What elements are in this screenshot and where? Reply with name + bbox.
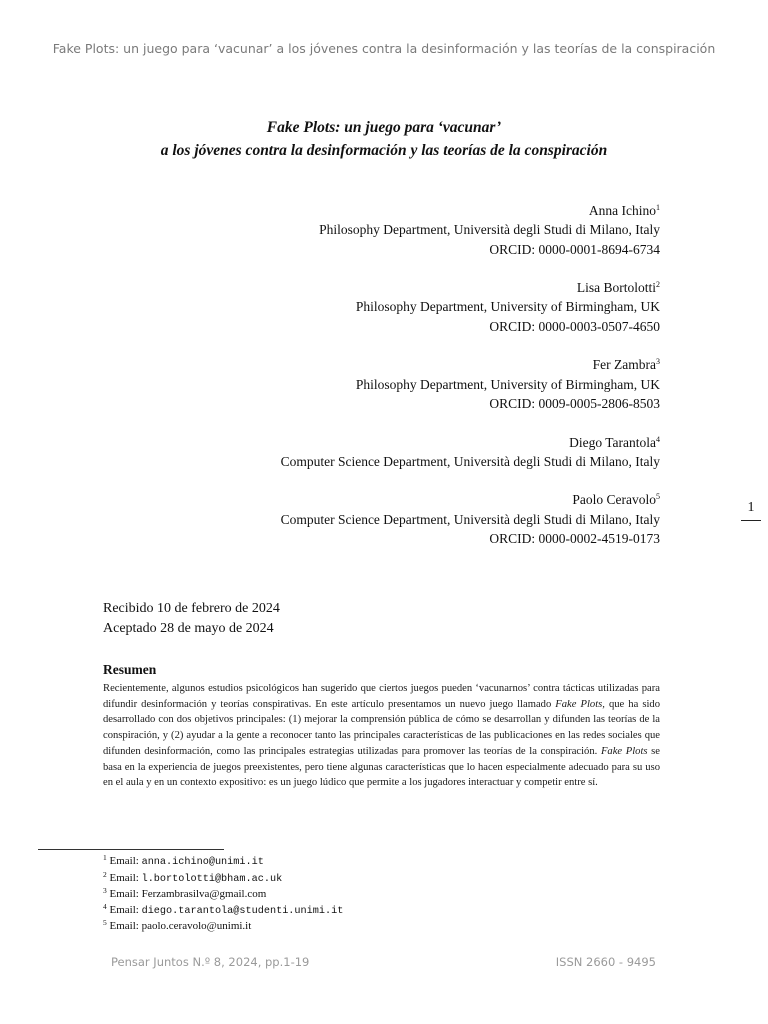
author-name-line <box>100 201 660 220</box>
game-title-italic: Fake Plots <box>600 745 648 757</box>
footnote-number: 5 <box>103 918 107 928</box>
footnote-marker[interactable]: 3 <box>656 357 660 367</box>
email-link[interactable]: l.bortolotti@bham.ac.uk <box>141 873 283 885</box>
author-name: Diego Tarantola <box>569 434 656 450</box>
footnote-label: Email: <box>109 920 142 933</box>
author-block <box>100 433 660 472</box>
footnote-number: 4 <box>103 901 107 911</box>
author-affiliation: Computer Science Department, Università degli Studi di Milano, Italy <box>280 453 660 469</box>
author-name-line <box>100 355 660 374</box>
author-name-line <box>100 490 660 509</box>
footnote-label: Email: <box>109 855 142 867</box>
author-block <box>100 201 660 259</box>
publication-dates <box>103 599 280 639</box>
author-affiliation: Philosophy Department, University of Birmingham, UK <box>355 299 660 315</box>
footnote-label: Email: <box>109 871 142 884</box>
page-number: 1 <box>741 500 761 521</box>
footnote-number: 3 <box>103 886 107 896</box>
abstract-text-part: se basa en la experiencia de juegos preexistentes, pero tiene algunas características que lo hacen especialmente adecuado para su uso en el aula y en un contexto expositivo: es un juego lúdico que permite a los jugadores interactuar y competir entre sí. <box>103 745 660 789</box>
accepted-date: Aceptado 28 de mayo de 2024 <box>103 621 274 636</box>
author-orcid[interactable]: ORCID: 0000-0001-8694-6734 <box>489 241 660 257</box>
author-affiliation: Philosophy Department, University of Birmingham, UK <box>355 376 660 392</box>
paper-title-line-1: Fake Plots: un juego para ‘vacunar’ <box>266 119 502 136</box>
footnote-marker[interactable]: 2 <box>656 280 660 290</box>
author-name: Fer Zambra <box>592 357 656 373</box>
paper-title-line-2: a los jóvenes contra la desinformación y las teorías de la conspiración <box>160 142 608 159</box>
author-block <box>100 278 660 336</box>
running-header: Fake Plots: un juego para ‘vacunar’ a los jóvenes contra la desinformación y las teorías de la conspiración <box>52 41 716 56</box>
footnote <box>103 887 343 903</box>
game-title-italic: Fake Plots, <box>555 698 605 710</box>
journal-citation: Pensar Juntos N.º 8, 2024, pp.1-19 <box>111 955 310 969</box>
footnote-divider <box>38 849 224 850</box>
author-block <box>100 490 660 548</box>
author-affiliation: Philosophy Department, Università degli Studi di Milano, Italy <box>319 222 660 238</box>
abstract-text-part: que ha sido desarrollado con dos objetivos principales: (1) mejorar la comprensión pública de cómo se desarrollan y difunden las teorías de la conspiración, y (2) ayudar a la gente a reconocer tanto las principales características de las publicaciones en las redes sociales que difunden desinformación, como las principales estrategias utilizadas para promover las teorías de la conspiración. <box>103 698 660 757</box>
email-link[interactable]: Ferzambrasilva@gmail.com <box>141 888 267 901</box>
email-link[interactable]: diego.tarantola@studenti.unimi.it <box>141 905 344 917</box>
abstract-heading: Resumen <box>103 662 157 677</box>
received-date: Recibido 10 de febrero de 2024 <box>103 601 280 616</box>
footnote <box>103 919 343 935</box>
footnote-number: 2 <box>103 869 107 879</box>
author-block <box>100 355 660 413</box>
footnote-label: Email: <box>109 888 142 901</box>
footnote <box>103 903 343 920</box>
author-name: Lisa Bortolotti <box>576 280 656 296</box>
author-affiliation: Computer Science Department, Università degli Studi di Milano, Italy <box>280 511 660 527</box>
author-name-line <box>100 278 660 297</box>
abstract-text <box>103 681 660 791</box>
footnote <box>103 854 343 871</box>
footnote-number: 1 <box>103 853 107 862</box>
paper-title <box>0 116 768 162</box>
author-name-line <box>100 433 660 452</box>
author-name: Anna Ichino <box>588 203 656 218</box>
footnote-label: Email: <box>109 903 142 916</box>
author-name: Paolo Ceravolo <box>572 492 656 508</box>
author-orcid[interactable]: ORCID: 0009-0005-2806-8503 <box>489 395 660 411</box>
abstract-section <box>103 662 660 791</box>
footnote-marker[interactable]: 5 <box>656 492 660 502</box>
footnote <box>103 871 343 888</box>
abstract-text-part: Recientemente, algunos estudios psicológicos han sugerido que ciertos juegos pueden ‘vacunarnos’ contra tácticas utilizadas para difundir desinformación y teorías conspirativas. En este artículo presentamos un nuevo juego llamado <box>103 683 660 710</box>
author-orcid[interactable]: ORCID: 0000-0003-0507-4650 <box>489 318 660 334</box>
email-link[interactable]: paolo.ceravolo@unimi.it <box>141 920 252 933</box>
issn: ISSN 2660 - 9495 <box>555 955 656 969</box>
footnote-marker[interactable]: 4 <box>656 434 660 444</box>
email-link[interactable]: anna.ichino@unimi.it <box>141 857 264 868</box>
footnote-marker[interactable]: 1 <box>656 203 660 212</box>
footnotes <box>103 854 343 935</box>
author-list <box>100 201 660 568</box>
author-orcid[interactable]: ORCID: 0000-0002-4519-0173 <box>489 531 660 547</box>
